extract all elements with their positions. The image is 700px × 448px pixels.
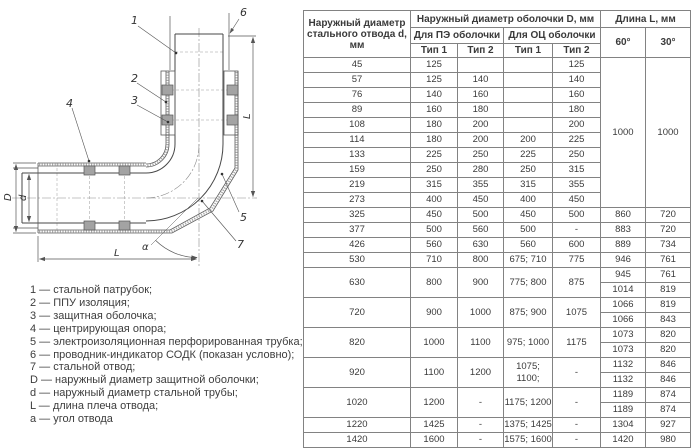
table-cell: 1304	[601, 418, 646, 433]
table-cell	[504, 73, 553, 88]
table-cell: 114	[304, 133, 411, 148]
table-row	[304, 358, 691, 373]
table-cell: 108	[304, 118, 411, 133]
table-cell: 140	[553, 73, 601, 88]
table-cell: 450	[504, 208, 553, 223]
table-cell: 720	[304, 298, 411, 328]
table-cell: 1600	[411, 433, 458, 448]
table-cell: 125	[553, 58, 601, 73]
table-cell: 1000	[646, 58, 691, 208]
centerlines	[12, 28, 257, 268]
table-cell: 325	[304, 208, 411, 223]
table-row	[304, 418, 691, 433]
header-pe-type1: Тип 1	[411, 44, 458, 58]
table-cell: 140	[411, 88, 458, 103]
table-cell: 900	[411, 298, 458, 328]
table-cell: 180	[553, 103, 601, 118]
table-cell: 600	[553, 238, 601, 253]
header-pe: Для ПЭ оболочки	[411, 28, 504, 44]
table-cell: 160	[458, 88, 504, 103]
table-row	[304, 328, 691, 343]
table-cell: 200	[504, 133, 553, 148]
legend-item: 5 — электроизоляционная перфорированная трубка;	[30, 335, 303, 348]
dim-D-label: D	[3, 193, 14, 201]
table-cell: 200	[458, 118, 504, 133]
table-cell: 250	[411, 163, 458, 178]
table-cell: 846	[646, 358, 691, 373]
legend-item: 2 — ППУ изоляция;	[30, 296, 130, 309]
table-cell: 820	[304, 328, 411, 358]
table-cell: 250	[458, 148, 504, 163]
callout-leaders	[72, 19, 239, 241]
legend-item: 7 — стальной отвод;	[30, 361, 136, 374]
table-cell: 1066	[601, 313, 646, 328]
table-cell: 273	[304, 193, 411, 208]
table-cell: 160	[553, 88, 601, 103]
table-cell: 355	[458, 178, 504, 193]
callout-2: 2	[131, 72, 138, 85]
dim-alpha-label: α	[142, 242, 149, 253]
table-cell: 1000	[601, 58, 646, 208]
legend-item: D — наружный диаметр защитной оболочки;	[30, 374, 259, 387]
table-cell: 560	[458, 223, 504, 238]
legend	[30, 284, 303, 426]
table-cell: 1100	[411, 358, 458, 388]
table-cell: 675; 710	[504, 253, 553, 268]
table-cell: 140	[458, 73, 504, 88]
table-cell: 1375; 1425	[504, 418, 553, 433]
dim-L-right-label: L	[242, 113, 253, 119]
table-cell: 710	[411, 253, 458, 268]
table-cell: 630	[304, 268, 411, 298]
table-cell: 180	[411, 118, 458, 133]
table-cell: -	[458, 433, 504, 448]
legend-item: d — наружный диаметр стальной трубы;	[30, 387, 238, 400]
table-cell: 734	[646, 238, 691, 253]
table-cell: 225	[411, 148, 458, 163]
header-d: Наружный диаметр стального отвода d, мм	[304, 11, 411, 58]
table-cell: 874	[646, 388, 691, 403]
table-cell: 1189	[601, 403, 646, 418]
table-cell: 819	[646, 298, 691, 313]
table-cell: -	[553, 418, 601, 433]
table-cell: 820	[646, 328, 691, 343]
table-cell	[458, 58, 504, 73]
table-cell: 1420	[601, 433, 646, 448]
steel-pipe	[22, 34, 223, 223]
table-cell: 180	[458, 103, 504, 118]
table-row	[304, 238, 691, 253]
table-cell: 250	[504, 163, 553, 178]
table-cell: 800	[411, 268, 458, 298]
table-cell	[504, 88, 553, 103]
table-cell: 560	[411, 238, 458, 253]
table-cell	[504, 58, 553, 73]
spec-table	[303, 10, 691, 448]
table-cell: 315	[504, 178, 553, 193]
legend-item: 3 — защитная оболочка;	[30, 309, 157, 322]
table-cell: 355	[553, 178, 601, 193]
table-cell: 89	[304, 103, 411, 118]
table-cell: 160	[411, 103, 458, 118]
table-cell: 761	[646, 253, 691, 268]
table-cell: 400	[504, 193, 553, 208]
table-cell: 927	[646, 418, 691, 433]
table-cell: 250	[553, 148, 601, 163]
table-cell: 843	[646, 313, 691, 328]
callout-3: 3	[131, 94, 138, 107]
table-cell: 1575; 1600	[504, 433, 553, 448]
table-cell: 1175	[553, 328, 601, 358]
table-cell: 560	[504, 238, 553, 253]
table-row	[304, 253, 691, 268]
legend-item: a — угол отвода	[30, 413, 113, 426]
header-oc-type1: Тип 1	[504, 44, 553, 58]
table-row	[304, 388, 691, 403]
table-cell: 125	[411, 58, 458, 73]
table-cell: 1425	[411, 418, 458, 433]
table-cell: 800	[458, 253, 504, 268]
table-cell: 1014	[601, 283, 646, 298]
table-cell: 1189	[601, 388, 646, 403]
casing-outline	[38, 71, 238, 233]
table-cell: 874	[646, 403, 691, 418]
callout-6: 6	[240, 6, 247, 19]
table-cell: -	[553, 388, 601, 418]
table-cell: 450	[411, 208, 458, 223]
spec-table-body	[304, 58, 691, 448]
table-cell: 500	[411, 223, 458, 238]
table-cell: 530	[304, 253, 411, 268]
header-oc-type2: Тип 2	[553, 44, 601, 58]
table-row	[304, 58, 691, 73]
legend-item: L — длина плеча отвода;	[30, 400, 159, 413]
table-cell: 315	[411, 178, 458, 193]
table-cell: 630	[458, 238, 504, 253]
legend-item: 1 — стальной патрубок;	[30, 284, 153, 296]
table-cell: 1020	[304, 388, 411, 418]
header-30: 30°	[646, 28, 691, 58]
table-cell: 426	[304, 238, 411, 253]
sleeves	[161, 71, 238, 135]
table-cell: 900	[458, 268, 504, 298]
header-group-D: Наружный диаметр оболочки D, мм	[411, 11, 601, 28]
table-row	[304, 208, 691, 223]
dim-L-bottom-label: L	[114, 248, 120, 259]
construction-lines	[57, 52, 238, 233]
callout-dots	[88, 52, 224, 203]
table-cell: 980	[646, 433, 691, 448]
legend-item: 4 — центрирующая опора;	[30, 322, 167, 335]
table-cell: -	[458, 418, 504, 433]
table-cell: 875; 900	[504, 298, 553, 328]
table-cell: 315	[553, 163, 601, 178]
table-cell: 400	[411, 193, 458, 208]
table-cell: 761	[646, 268, 691, 283]
table-cell: 76	[304, 88, 411, 103]
elbow-drawing	[0, 0, 305, 282]
table-cell: 875	[553, 268, 601, 298]
header-60: 60°	[601, 28, 646, 58]
table-cell: 846	[646, 373, 691, 388]
table-cell: 45	[304, 58, 411, 73]
table-cell: 720	[646, 223, 691, 238]
table-cell: 883	[601, 223, 646, 238]
table-cell: 1000	[411, 328, 458, 358]
table-cell: 1100	[458, 328, 504, 358]
header-pe-type2: Тип 2	[458, 44, 504, 58]
callout-7: 7	[237, 238, 244, 251]
table-cell: 775	[553, 253, 601, 268]
table-cell: 1200	[411, 388, 458, 418]
table-cell: 1066	[601, 298, 646, 313]
table-cell: 819	[646, 283, 691, 298]
table-cell: 377	[304, 223, 411, 238]
spec-table-header	[304, 11, 691, 58]
table-cell: -	[458, 388, 504, 418]
table-row	[304, 298, 691, 313]
table-cell: 280	[458, 163, 504, 178]
callout-5: 5	[240, 211, 247, 224]
table-cell: 1073	[601, 328, 646, 343]
table-cell: 1132	[601, 373, 646, 388]
table-row	[304, 268, 691, 283]
table-cell: 200	[458, 133, 504, 148]
table-cell: 57	[304, 73, 411, 88]
table-row	[304, 223, 691, 238]
callout-4: 4	[66, 97, 73, 110]
table-cell: -	[553, 358, 601, 388]
table-row	[304, 433, 691, 448]
table-cell: 219	[304, 178, 411, 193]
table-cell: 920	[304, 358, 411, 388]
table-cell: 946	[601, 253, 646, 268]
table-cell: 133	[304, 148, 411, 163]
table-cell	[504, 118, 553, 133]
table-cell: 500	[458, 208, 504, 223]
dim-d-label: d	[18, 194, 29, 201]
table-cell: 200	[553, 118, 601, 133]
table-cell: 1132	[601, 358, 646, 373]
table-cell: 820	[646, 343, 691, 358]
table-cell: 860	[601, 208, 646, 223]
table-cell: 720	[646, 208, 691, 223]
table-cell: 775; 800	[504, 268, 553, 298]
table-cell: 159	[304, 163, 411, 178]
table-cell: 500	[504, 223, 553, 238]
table-cell: 1075; 1100;	[504, 358, 553, 388]
table-cell: 180	[411, 133, 458, 148]
table-cell: 975; 1000	[504, 328, 553, 358]
table-cell: 450	[553, 193, 601, 208]
legend-item: 6 — проводник-индикатор СОДК (показан условно);	[30, 348, 295, 361]
table-cell	[504, 103, 553, 118]
table-cell: -	[553, 433, 601, 448]
table-cell: 889	[601, 238, 646, 253]
table-cell: 945	[601, 268, 646, 283]
table-cell: 1000	[458, 298, 504, 328]
header-group-L: Длина L, мм	[601, 11, 691, 28]
sodk-wires	[13, 13, 229, 228]
table-cell: 1200	[458, 358, 504, 388]
dimension-lines	[13, 36, 256, 262]
table-cell: 125	[411, 73, 458, 88]
table-cell: -	[553, 223, 601, 238]
callout-1: 1	[131, 14, 138, 27]
table-cell: 1175; 1200	[504, 388, 553, 418]
table-cell: 500	[553, 208, 601, 223]
table-cell: 225	[504, 148, 553, 163]
table-cell: 1075	[553, 298, 601, 328]
table-cell: 1420	[304, 433, 411, 448]
table-cell: 1073	[601, 343, 646, 358]
table-cell: 1220	[304, 418, 411, 433]
table-cell: 450	[458, 193, 504, 208]
header-oc: Для ОЦ оболочки	[504, 28, 601, 44]
table-cell: 225	[553, 133, 601, 148]
